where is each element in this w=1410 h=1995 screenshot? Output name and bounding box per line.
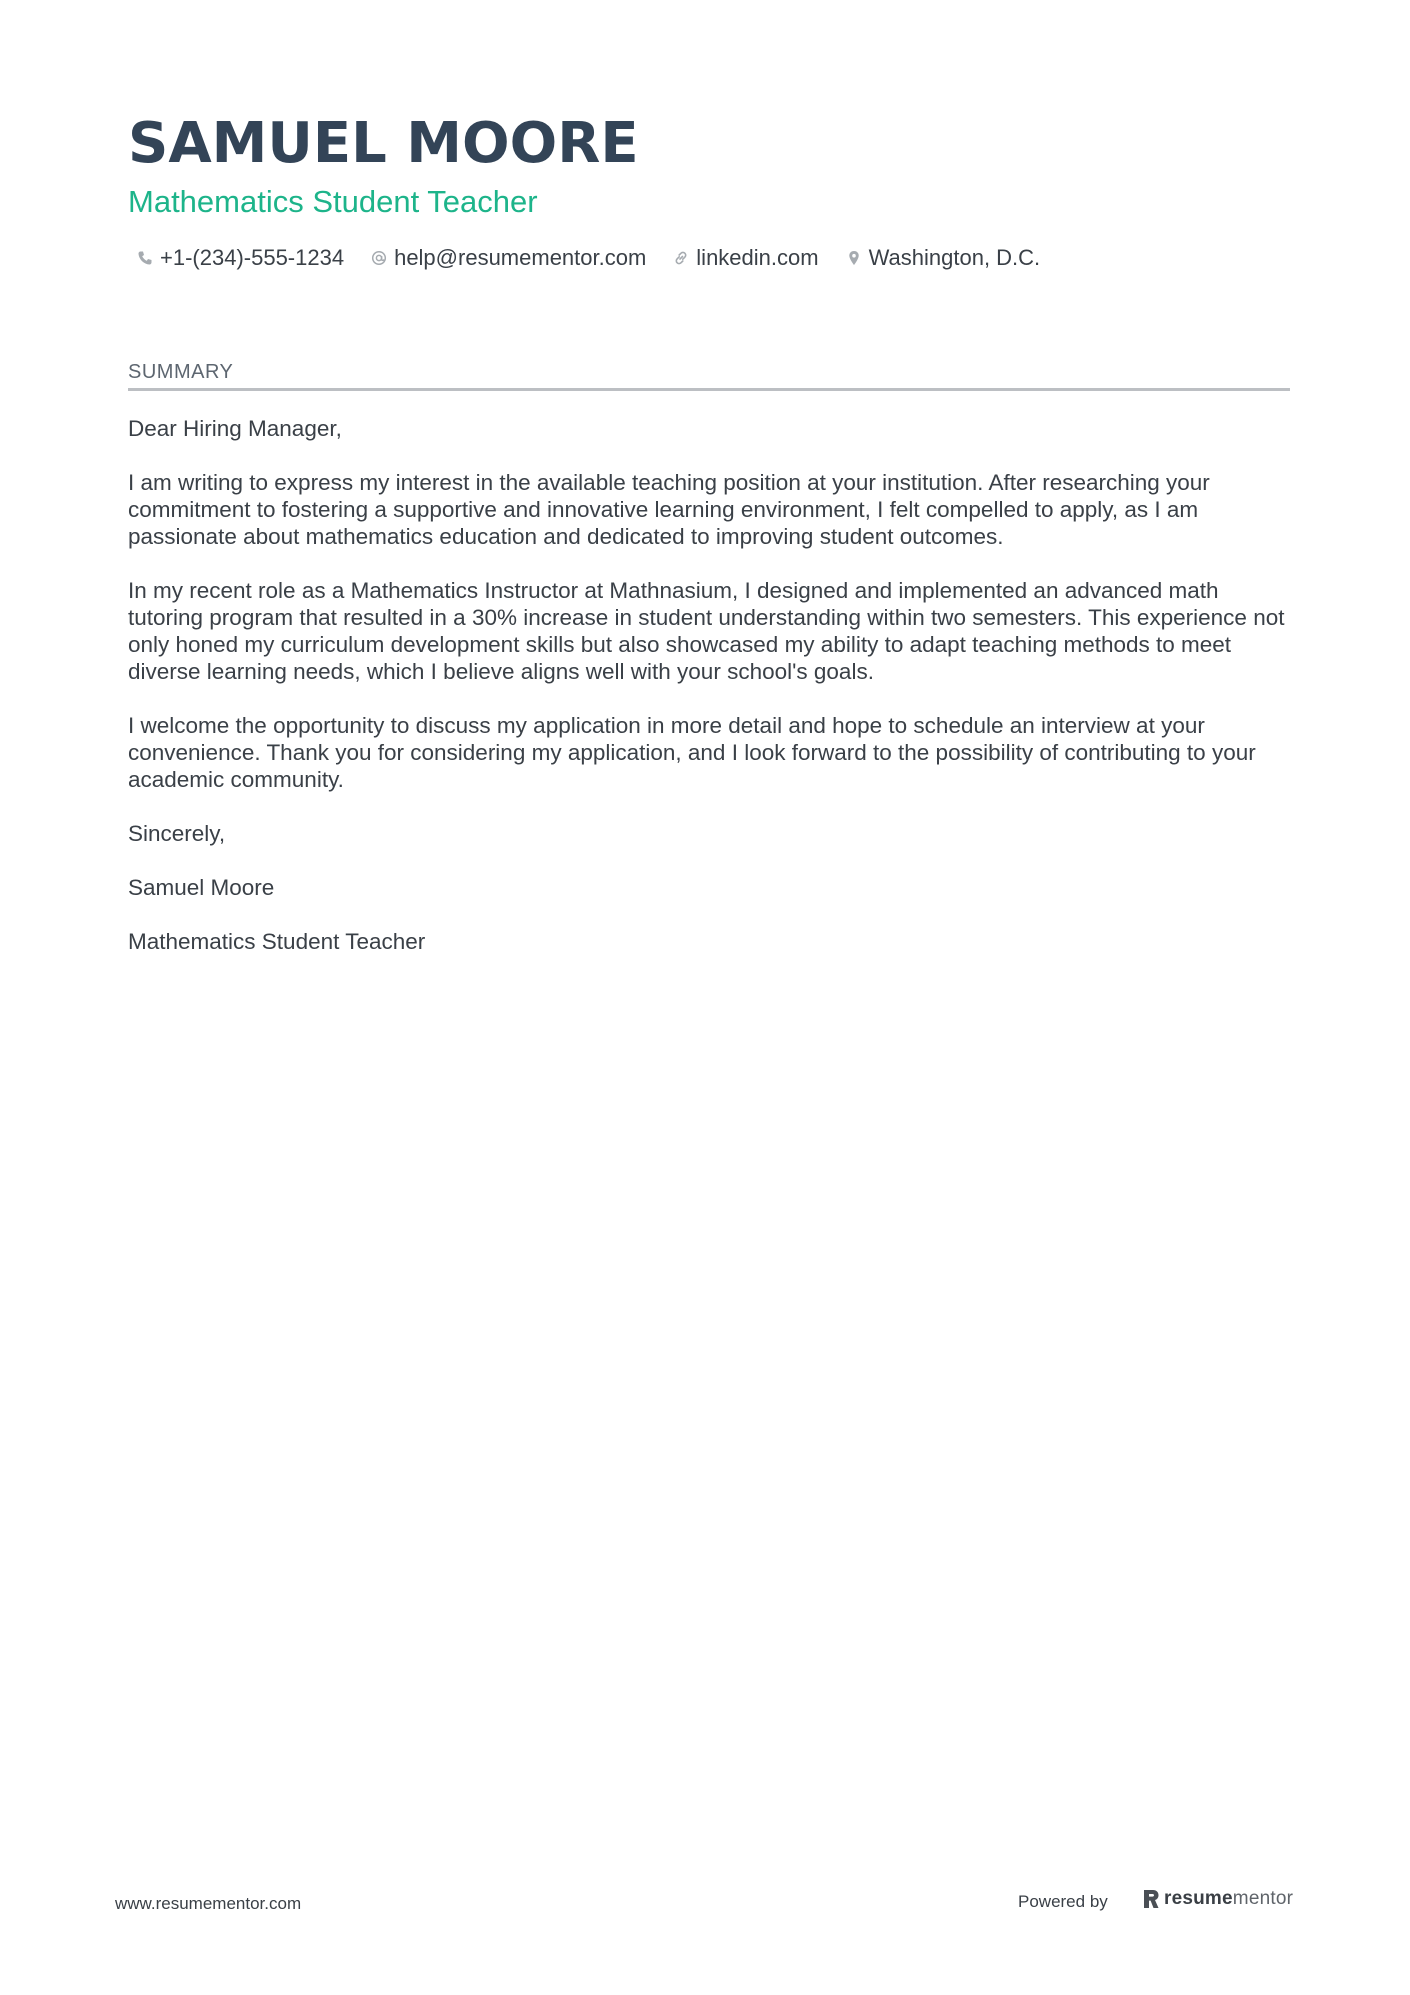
signature-title: Mathematics Student Teacher bbox=[128, 929, 426, 954]
contact-phone bbox=[136, 245, 344, 271]
brand-wordmark: resumementor bbox=[1164, 1888, 1294, 1909]
letter-paragraph: In my recent role as a Mathematics Instructor at Mathnasium, I designed and implemented an advanced math tutoring program that resulted in a 30% increase in student understanding within two semesters. This experience not only honed my curriculum development skills but also showcased my ability to adapt teaching methods to meet diverse learning needs, which I believe aligns well with your school's goals. bbox=[128, 578, 1285, 684]
closing: Sincerely, bbox=[128, 821, 226, 846]
powered-by-label: Powered by bbox=[1018, 1892, 1108, 1911]
contact-list bbox=[136, 242, 1288, 274]
contact-linkedin[interactable] bbox=[672, 245, 818, 271]
link-icon bbox=[672, 249, 690, 267]
at-icon bbox=[370, 249, 388, 267]
footer bbox=[0, 1880, 1410, 1940]
letter-paragraph: I welcome the opportunity to discuss my application in more detail and hope to schedule an interview at your convenience. Thank you for considering my application, and I look forward to the possibility of contributing to your academic community. bbox=[128, 713, 1256, 792]
contact-location-text: Washington, D.C. bbox=[868, 245, 1041, 270]
candidate-role: Mathematics Student Teacher bbox=[128, 184, 538, 219]
contact-linkedin-text: linkedin.com bbox=[696, 245, 819, 270]
footer-url-link[interactable]: www.resumementor.com bbox=[115, 1894, 302, 1913]
letter-body bbox=[128, 415, 1290, 955]
signature-name: Samuel Moore bbox=[128, 875, 275, 900]
location-pin-icon bbox=[845, 249, 863, 267]
brand-logo[interactable] bbox=[1142, 1888, 1293, 1910]
letter-paragraph: I am writing to express my interest in the available teaching position at your institution. After researching your commitment to fostering a supportive and innovative learning environment, I felt compelled to apply, as I am passionate about mathematics education and dedicated to improving student outcomes. bbox=[128, 470, 1210, 549]
candidate-name: SAMUEL MOORE bbox=[128, 111, 639, 176]
section-title-summary: SUMMARY bbox=[128, 358, 1290, 391]
contact-email-text: help@resumementor.com bbox=[394, 245, 647, 270]
summary-section bbox=[128, 358, 1290, 982]
contact-email[interactable] bbox=[370, 245, 646, 271]
contact-location bbox=[845, 245, 1041, 271]
salutation: Dear Hiring Manager, bbox=[128, 416, 342, 441]
resumementor-logo-icon bbox=[1142, 1888, 1160, 1910]
phone-icon bbox=[136, 249, 154, 267]
header bbox=[128, 108, 1288, 274]
contact-phone-text: +1-(234)-555-1234 bbox=[160, 245, 345, 270]
